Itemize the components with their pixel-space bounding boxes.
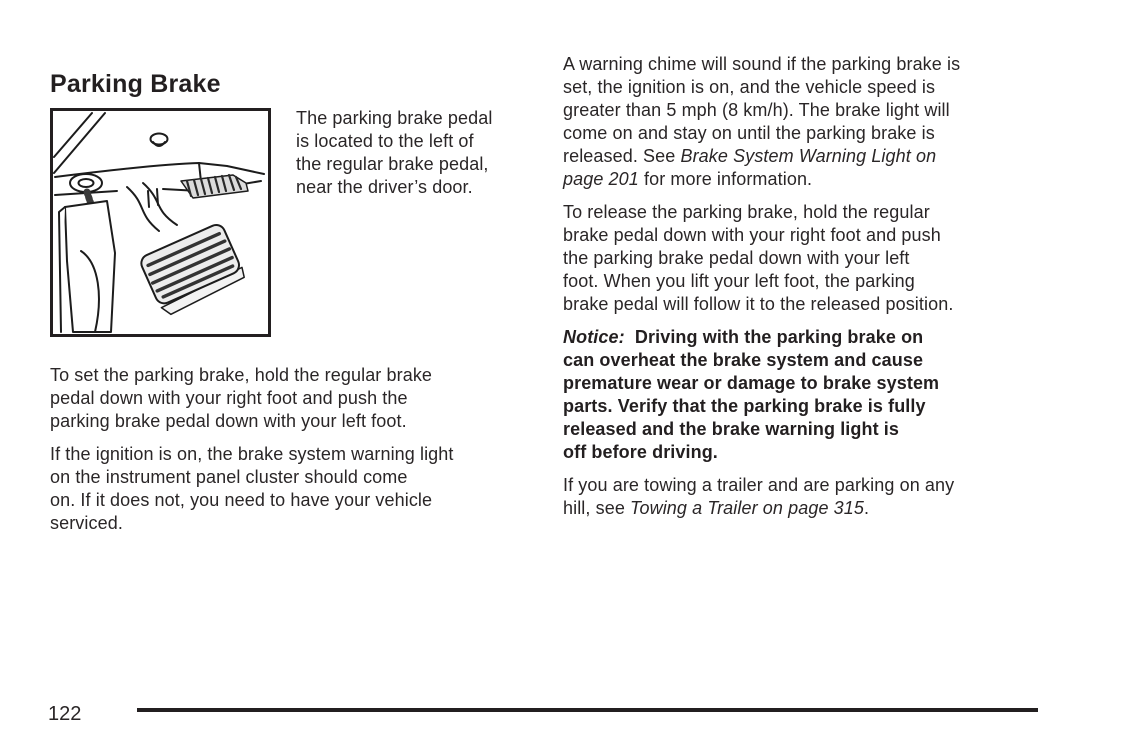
figure-caption: The parking brake pedal is located to the left of the regular brake pedal, near the driver’s door. <box>296 108 493 197</box>
pedal-illustration <box>53 111 268 334</box>
paragraph-ignition-warning-light: If the ignition is on, the brake system warning light on the instrument panel cluster should come on. If it does not, you need to have your vehicle serviced. <box>50 444 454 533</box>
paragraph-towing-trailer: If you are towing a trailer and are parking on any hill, see Towing a Trailer on page 315. <box>563 475 955 518</box>
paragraph-release-parking-brake: To release the parking brake, hold the regular brake pedal down with your right foot and push the parking brake pedal down with your left foot. When you lift your left foot, the parking brake pedal will follow it to the released position. <box>563 202 954 314</box>
right-column <box>563 53 1083 530</box>
footer-rule <box>137 708 1038 712</box>
paragraph-warning-chime: A warning chime will sound if the parking brake is set, the ignition is on, and the vehicle speed is greater than 5 mph (8 km/h). The brake light will come on and stay on until the parking brake is released. See Brake System Warning Light on page 201 for more information. <box>563 54 961 189</box>
left-column <box>50 364 555 545</box>
footer-page-number: 122 <box>48 703 82 725</box>
page-title: Parking Brake <box>50 69 221 98</box>
parking-brake-pedal-figure <box>50 108 271 337</box>
paragraph-notice: Notice: Driving with the parking brake on can overheat the brake system and cause premature wear or damage to brake system parts. Verify that the parking brake is fully released and the brake warning light is off before driving. <box>563 327 940 462</box>
paragraph-set-parking-brake: To set the parking brake, hold the regular brake pedal down with your right foot and push the parking brake pedal down with your left foot. <box>50 365 433 431</box>
